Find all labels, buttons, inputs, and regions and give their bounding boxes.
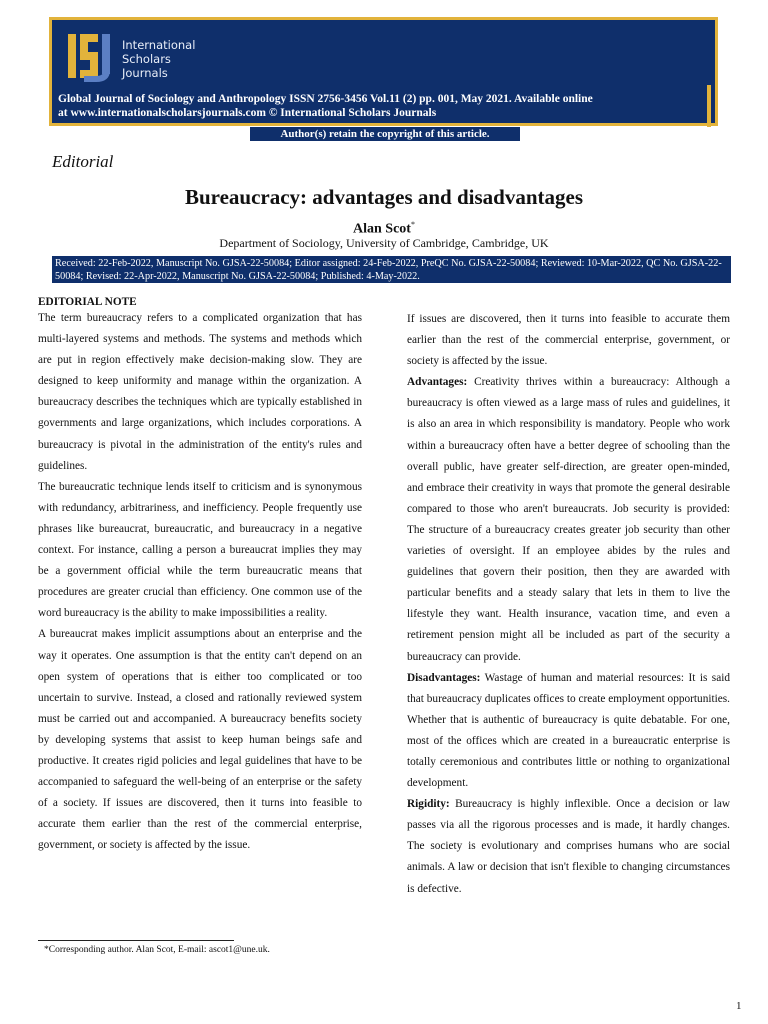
logo-line: International (122, 38, 196, 52)
paragraph-disadvantages (407, 668, 730, 795)
rigidity-text: Bureaucracy is highly inflexible. Once a decision or law passes via all the rigorous processes and is made, it hardly changes. The society is evolutionary and comprises humans who are social animals. A law or decision that isn't flexible to changing circumstances is defective. (407, 798, 730, 895)
footnote-divider (38, 940, 234, 941)
body-column-left (38, 296, 362, 856)
paragraph: If issues are discovered, then it turns into feasible to accurate them earlier than the rest of the commercial enterprise, government, or society is affected by the issue. (407, 313, 730, 368)
body-column-right (407, 309, 730, 900)
paragraph: The term bureaucracy refers to a complicated organization that has multi-layered systems and methods. The systems and methods which are put in region effectively make decision-making slow. They are designed to keep uniformity and manage within the organization. A bureaucracy describes the techniques which are typically established in governments and large organizations, which includes corporations. A bureaucracy is pivotal in the administration of the entity's rules and guidelines. (38, 312, 362, 472)
corresponding-author-footnote: *Corresponding author. Alan Scot, E-mail: ascot1@une.uk. (44, 945, 270, 955)
manuscript-dates: Received: 22-Feb-2022, Manuscript No. GJSA-22-50084; Editor assigned: 24-Feb-2022, PreQC No. GJSA-22-50084; Reviewed: 10-Mar-2022, QC No. GJSA-22-50084; Revised: 22-Apr-2022, Manuscript No. GJSA-22-50084; Published: 4-May-2022. (52, 256, 731, 283)
paragraph: The bureaucratic technique lends itself to criticism and is synonymous with redundancy, arbitrariness, and inefficiency. People frequently use phrases like bureaucrat, bureaucratic, and bureaucracy in a negative context. For instance, calling a person a bureaucrat implies they may be a government official while the term bureaucratic means that procedures are greater crucial than efficiency. One common use of the word bureaucracy is the ability to make impossibilities a reality. (38, 480, 362, 620)
advantages-text: Creativity thrives within a bureaucracy: Although a bureaucracy is often viewed as a large mass of rules and guidelines, it is also an area in which responsibility is mandatory. People who work within a bureaucracy often have a better degree of schooling than the overall public, have greater self-direction, are greater open-minded, and embrace their creativity in ways that promote the general desirable compared to those who aren't bureaucrats. Job security is provided: The structure of a bureaucracy creates greater job security than other varieties of oversight. If an employee abides by the rules and guidelines that govern their position, then they are awarded with particular benefits and a steady salary that lets in them to live the lifestyle they want. Health insurance, vacation time, and even a retirement pension might all be included as part of the security a bureaucracy can provide. (407, 376, 730, 663)
copyright-notice: Author(s) retain the copyright of this article. (250, 127, 520, 141)
logo-line: Scholars (122, 52, 171, 66)
journal-citation-line: Global Journal of Sociology and Anthropology ISSN 2756-3456 Vol.11 (2) pp. 001, May 2021. Available online (58, 93, 593, 105)
advantages-heading: Advantages: (407, 376, 468, 389)
author-affiliation: Department of Sociology, University of Cambridge, Cambridge, UK (219, 236, 549, 250)
paragraph: A bureaucrat makes implicit assumptions about an enterprise and the way it operates. One assumption is that the entity can't depend on an open system of operations that is either too complicated or too uncertain to survive. Instead, a closed and rationally reviewed system must be carried out and accompanied. A bureaucracy benefits society by developing systems that assist to keep human beings safe and productive. It creates rigid policies and legal guidelines that have to be accompanied to safeguard the well-being of an enterprise or the safety of a society. If issues are discovered, then it turns into feasible to accurate them earlier than the rest of the commercial enterprise, government, or society is affected by the issue. (38, 628, 362, 852)
journal-citation (58, 92, 713, 120)
logo-line: Journals (122, 66, 168, 80)
paragraph-rigidity (407, 794, 730, 899)
paragraph-advantages (407, 372, 730, 667)
section-heading: EDITORIAL NOTE (38, 296, 137, 308)
corresponding-author-mark: * (410, 220, 415, 229)
author-name: Alan Scot (353, 221, 411, 237)
article-section-label: Editorial (52, 152, 114, 171)
author-line (0, 220, 768, 238)
disadvantages-text: Wastage of human and material resources: It is said that bureaucracy duplicates offices to create employment opportunities. Whether that is authentic of bureaucracy is quite debatable. For one, most of the offices which are created in a bureaucratic enterprise is totally ceremonious and contributes little or nothing to organizational development. (407, 671, 730, 790)
publisher-logo (66, 30, 216, 86)
page-number: 1 (736, 1000, 742, 1012)
rigidity-heading: Rigidity: (407, 798, 450, 811)
article-title: Bureaucracy: advantages and disadvantages (184, 185, 584, 209)
journal-website-line: at www.internationalscholarsjournals.com © International Scholars Journals (58, 107, 437, 119)
logo-wordmark (122, 38, 195, 80)
isj-logo-icon (66, 30, 116, 86)
disadvantages-heading: Disadvantages: (407, 671, 481, 684)
